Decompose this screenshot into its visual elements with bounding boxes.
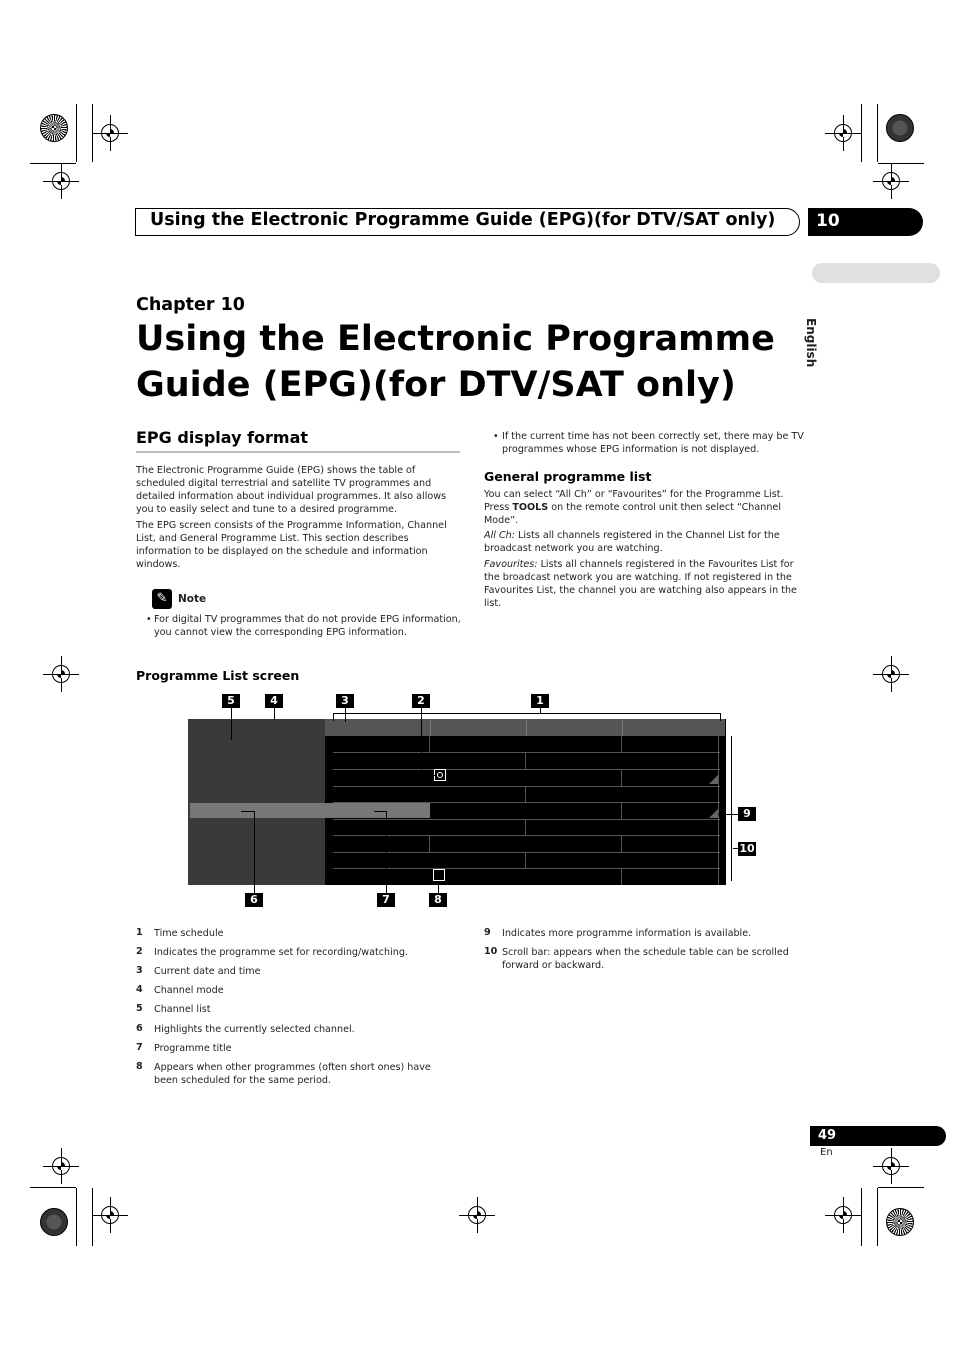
marker-4: 4	[265, 694, 283, 708]
marker-9: 9	[738, 807, 756, 821]
chapter-title-line2: Guide (EPG)(for DTV/SAT only)	[136, 365, 736, 405]
header-chapter-badge	[808, 208, 923, 236]
channel-list-panel	[188, 719, 325, 885]
color-bar-icon	[886, 1208, 914, 1236]
legend-item: Indicates more programme information is available.	[502, 928, 752, 939]
more-info-icon	[709, 775, 718, 784]
legend-item: Appears when other programmes (often short ones) have been scheduled for the same period.	[154, 1062, 431, 1086]
note-text: For digital TV programmes that do not provide EPG information, you cannot view the corresponding EPG information.	[154, 614, 461, 638]
registration-mark-icon	[834, 124, 852, 142]
heading-rule	[136, 451, 460, 453]
legend-item: Scroll bar: appears when the schedule table can be scrolled forward or backward.	[502, 947, 789, 971]
favourites-paragraph: Favourites: Lists all channels registered in the Favourites List for the broadcast network you are watching. If not registered in the Favourites List, the channel you are watching also appears in the list.	[484, 559, 797, 609]
page-language: En	[820, 1147, 833, 1158]
registration-mark-icon	[882, 665, 900, 683]
registration-mark-icon	[882, 1157, 900, 1175]
time-schedule-bar	[325, 719, 725, 736]
marker-1: 1	[531, 694, 549, 708]
registration-mark-icon	[52, 665, 70, 683]
tools-key: TOOLS	[512, 502, 549, 513]
chapter-title	[136, 316, 776, 408]
legend-item: Indicates the programme set for recording/watching.	[154, 947, 408, 958]
color-bar-icon	[40, 114, 68, 142]
overlap-programme-icon	[433, 869, 445, 881]
legend-item: Channel list	[154, 1004, 211, 1015]
header-chapter-number: 10	[816, 211, 840, 231]
note-bullet: • For digital TV programmes that do not provide EPG information, you cannot view the corresponding EPG information.	[146, 613, 464, 639]
legend-item: Time schedule	[154, 928, 224, 939]
favourites-label: Favourites:	[484, 559, 538, 570]
time-bullet: • If the current time has not been correctly set, there may be TV programmes whose EPG information is not displayed.	[493, 430, 811, 456]
color-bar-icon	[886, 114, 914, 142]
marker-10: 10	[739, 842, 755, 855]
general-list-paragraph: You can select “All Ch” or “Favourites” for the Programme List. Press TOOLS on the remote control unit then select “Channel Mode”.	[484, 489, 784, 526]
chapter-title-line1: Using the Electronic Programme	[136, 319, 775, 359]
marker-8: 8	[429, 893, 447, 907]
legend-item: Programme title	[154, 1043, 232, 1054]
time-bullet-text: If the current time has not been correctly set, there may be TV programmes whose EPG information is not displayed.	[502, 431, 804, 455]
marker-3: 3	[336, 694, 354, 708]
registration-mark-icon	[834, 1206, 852, 1224]
more-info-icon	[709, 809, 718, 818]
allch-label: All Ch:	[484, 530, 515, 541]
marker-2: 2	[412, 694, 430, 708]
color-bar-icon	[40, 1208, 68, 1236]
figure-heading: Programme List screen	[136, 668, 300, 683]
registration-mark-icon	[468, 1206, 486, 1224]
language-label: English	[804, 318, 818, 368]
page-number-badge	[810, 1126, 946, 1146]
legend-item: Highlights the currently selected channel.	[154, 1024, 355, 1035]
allch-paragraph: All Ch: Lists all channels registered in the Channel List for the broadcast network you are watching.	[484, 530, 780, 554]
registration-mark-icon	[101, 1206, 119, 1224]
language-tab	[812, 263, 940, 283]
epg-screen-paragraph: The EPG screen consists of the Programme Information, Channel List, and General Programme List. This section describes information to be displayed on the schedule and information windows.	[136, 520, 447, 570]
legend-item: Current date and time	[154, 966, 261, 977]
intro-paragraph: The Electronic Programme Guide (EPG) shows the table of scheduled digital terrestrial and satellite TV programmes and detailed information about individual programmes. It also allows you to easily select and tune to a desired programme.	[136, 465, 447, 515]
registration-mark-icon	[101, 124, 119, 142]
registration-mark-icon	[52, 172, 70, 190]
marker-7: 7	[377, 893, 395, 907]
record-timer-icon	[434, 769, 446, 781]
page-number: 49	[818, 1128, 837, 1143]
marker-5: 5	[222, 694, 240, 708]
section-heading: EPG display format	[136, 428, 309, 447]
chapter-label: Chapter 10	[136, 295, 245, 315]
registration-mark-icon	[52, 1157, 70, 1175]
selected-channel-highlight	[190, 803, 430, 818]
marker-6: 6	[245, 893, 263, 907]
pencil-icon: ✎	[152, 589, 172, 609]
general-list-heading: General programme list	[484, 469, 652, 484]
legend-item: Channel mode	[154, 985, 224, 996]
registration-mark-icon	[882, 172, 900, 190]
note-label: Note	[178, 593, 207, 605]
header-title: Using the Electronic Programme Guide (EPG)(for DTV/SAT only)	[150, 210, 776, 230]
